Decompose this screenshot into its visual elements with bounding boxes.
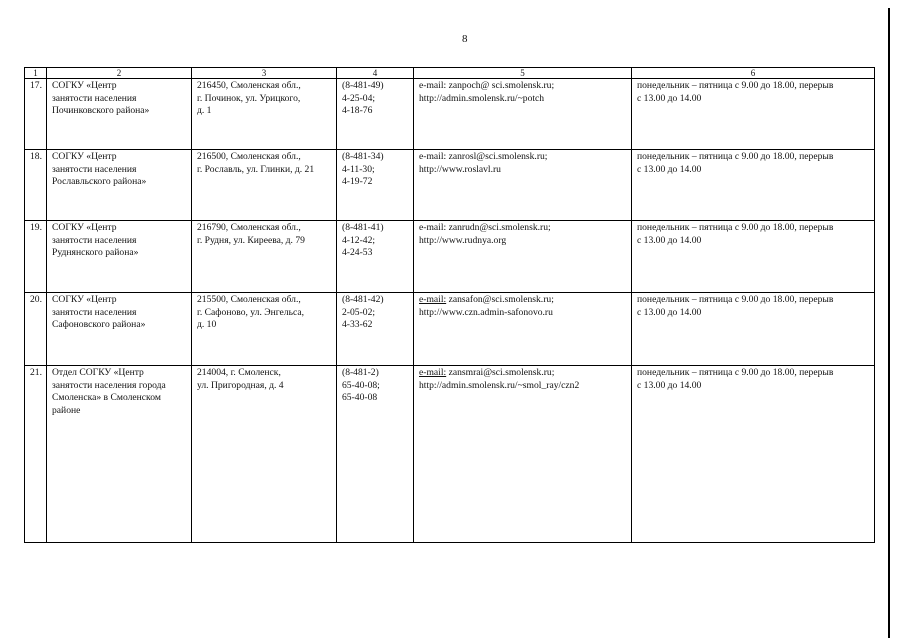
address-cell bbox=[192, 366, 337, 543]
email-line bbox=[419, 222, 627, 235]
organization-line: СОГКУ «Центр bbox=[52, 294, 117, 305]
organization-line: Сафоновского района» bbox=[52, 319, 146, 330]
table-row bbox=[25, 79, 875, 150]
organization-line: занятости населения bbox=[52, 163, 137, 175]
organization-line: Отдел СОГКУ «Центр bbox=[52, 367, 144, 378]
phone-cell bbox=[337, 366, 414, 543]
organization-line: СОГКУ «Центр bbox=[52, 151, 117, 162]
email-link[interactable]: zansafon@sci.smolensk.ru; bbox=[448, 294, 554, 305]
phone-number: 4-12-42; bbox=[342, 234, 376, 246]
organization-cell bbox=[47, 293, 192, 366]
website-link[interactable]: http://www.czn.admin-safonovo.ru bbox=[419, 306, 553, 318]
hours-cell bbox=[632, 221, 875, 293]
address-cell bbox=[192, 79, 337, 150]
hours-cell bbox=[632, 293, 875, 366]
organization-line: Руднянского района» bbox=[52, 247, 139, 258]
hours-line: понедельник – пятница с 9.00 до 18.00, перерыв bbox=[637, 151, 834, 162]
website-link[interactable]: http://admin.smolensk.ru/~potch bbox=[419, 92, 545, 104]
hours-line: с 13.00 до 14.00 bbox=[637, 163, 702, 175]
column-header-3: 3 bbox=[192, 68, 337, 79]
phone-code: (8-481-2) bbox=[342, 367, 379, 378]
hours-line: понедельник – пятница с 9.00 до 18.00, перерыв bbox=[637, 80, 834, 91]
email-link[interactable]: zansmrai@sci.smolensk.ru; bbox=[448, 367, 555, 378]
phone-number: 4-24-53 bbox=[342, 247, 373, 258]
website-link[interactable]: http://admin.smolensk.ru/~smol_ray/czn2 bbox=[419, 379, 580, 391]
address-line: г. Починок, ул. Урицкого, bbox=[197, 92, 301, 104]
organization-line: занятости населения bbox=[52, 306, 137, 318]
hours-line: понедельник – пятница с 9.00 до 18.00, перерыв bbox=[637, 367, 834, 378]
hours-line: с 13.00 до 14.00 bbox=[637, 379, 702, 391]
phone-code: (8-481-42) bbox=[342, 294, 384, 305]
email-line bbox=[419, 151, 627, 164]
contact-cell bbox=[414, 366, 632, 543]
address-cell bbox=[192, 150, 337, 221]
row-number: 21. bbox=[25, 366, 47, 543]
column-header-4: 4 bbox=[337, 68, 414, 79]
email-label: e-mail: bbox=[419, 151, 447, 162]
hours-cell bbox=[632, 79, 875, 150]
hours-line: с 13.00 до 14.00 bbox=[637, 234, 702, 246]
address-line: г. Сафоново, ул. Энгельса, bbox=[197, 306, 304, 318]
phone-cell bbox=[337, 221, 414, 293]
email-line bbox=[419, 80, 627, 93]
column-header-1: 1 bbox=[25, 68, 47, 79]
hours-line: понедельник – пятница с 9.00 до 18.00, перерыв bbox=[637, 294, 834, 305]
column-header-6: 6 bbox=[632, 68, 875, 79]
contact-cell bbox=[414, 150, 632, 221]
hours-cell bbox=[632, 150, 875, 221]
address-line: д. 1 bbox=[197, 105, 212, 116]
email-line bbox=[419, 367, 627, 380]
contact-cell bbox=[414, 293, 632, 366]
row-number: 19. bbox=[25, 221, 47, 293]
organization-line: Рославльского района» bbox=[52, 176, 147, 187]
page-number: 8 bbox=[462, 33, 468, 45]
phone-number: 4-11-30; bbox=[342, 163, 375, 175]
contact-cell bbox=[414, 79, 632, 150]
email-link[interactable]: zanpoch@ sci.smolensk.ru; bbox=[448, 80, 555, 91]
phone-number: 4-18-76 bbox=[342, 105, 373, 116]
email-label: e-mail: bbox=[419, 367, 447, 378]
organization-cell bbox=[47, 150, 192, 221]
organization-line: СОГКУ «Центр bbox=[52, 222, 117, 233]
phone-number: 4-19-72 bbox=[342, 176, 373, 187]
column-header-5: 5 bbox=[414, 68, 632, 79]
website-link[interactable]: http://www.rudnya.org bbox=[419, 234, 507, 246]
contact-cell bbox=[414, 221, 632, 293]
organization-line: занятости населения bbox=[52, 234, 137, 246]
hours-line: с 13.00 до 14.00 bbox=[637, 306, 702, 318]
organization-cell bbox=[47, 79, 192, 150]
organization-cell bbox=[47, 366, 192, 543]
email-link[interactable]: zanrosl@sci.smolensk.ru; bbox=[448, 151, 548, 162]
address-line: 216790, Смоленская обл., bbox=[197, 222, 301, 233]
address-line: 216450, Смоленская обл., bbox=[197, 80, 301, 91]
table-row bbox=[25, 221, 875, 293]
table-row bbox=[25, 366, 875, 543]
row-number: 17. bbox=[25, 79, 47, 150]
column-number-row bbox=[25, 68, 875, 79]
website-link[interactable]: http://www.roslavl.ru bbox=[419, 163, 501, 175]
address-cell bbox=[192, 221, 337, 293]
table-row bbox=[25, 150, 875, 221]
phone-cell bbox=[337, 293, 414, 366]
organization-cell bbox=[47, 221, 192, 293]
email-label: e-mail: bbox=[419, 222, 447, 233]
address-line: 216500, Смоленская обл., bbox=[197, 151, 301, 162]
address-line: д. 10 bbox=[197, 319, 217, 330]
organization-line: Смоленска» в Смоленском bbox=[52, 392, 161, 403]
margin-rule bbox=[888, 8, 890, 638]
phone-cell bbox=[337, 150, 414, 221]
employment-centers-table bbox=[24, 67, 875, 543]
address-line: г. Рославль, ул. Глинки, д. 21 bbox=[197, 163, 315, 175]
email-link[interactable]: zanrudn@sci.smolensk.ru; bbox=[448, 222, 551, 233]
address-line: 215500, Смоленская обл., bbox=[197, 294, 301, 305]
organization-line: районе bbox=[52, 404, 81, 416]
email-label: e-mail: bbox=[419, 80, 447, 91]
address-line: г. Рудня, ул. Киреева, д. 79 bbox=[197, 234, 305, 246]
phone-number: 65-40-08; bbox=[342, 379, 380, 391]
organization-line: занятости населения bbox=[52, 92, 137, 104]
email-line bbox=[419, 294, 627, 307]
email-label: e-mail: bbox=[419, 294, 447, 305]
row-number: 20. bbox=[25, 293, 47, 366]
hours-line: с 13.00 до 14.00 bbox=[637, 92, 702, 104]
row-number: 18. bbox=[25, 150, 47, 221]
phone-code: (8-481-41) bbox=[342, 222, 384, 233]
phone-cell bbox=[337, 79, 414, 150]
address-line: 214004, г. Смоленск, bbox=[197, 367, 281, 378]
phone-code: (8-481-49) bbox=[342, 80, 384, 91]
organization-line: Починковского района» bbox=[52, 105, 150, 116]
phone-code: (8-481-34) bbox=[342, 151, 384, 162]
organization-line: занятости населения города bbox=[52, 379, 166, 391]
hours-line: понедельник – пятница с 9.00 до 18.00, перерыв bbox=[637, 222, 834, 233]
phone-number: 65-40-08 bbox=[342, 392, 378, 403]
phone-number: 4-25-04; bbox=[342, 92, 376, 104]
column-header-2: 2 bbox=[47, 68, 192, 79]
organization-line: СОГКУ «Центр bbox=[52, 80, 117, 91]
table-row bbox=[25, 293, 875, 366]
address-cell bbox=[192, 293, 337, 366]
hours-cell bbox=[632, 366, 875, 543]
phone-number: 4-33-62 bbox=[342, 319, 373, 330]
phone-number: 2-05-02; bbox=[342, 306, 376, 318]
address-line: ул. Пригородная, д. 4 bbox=[197, 379, 284, 391]
